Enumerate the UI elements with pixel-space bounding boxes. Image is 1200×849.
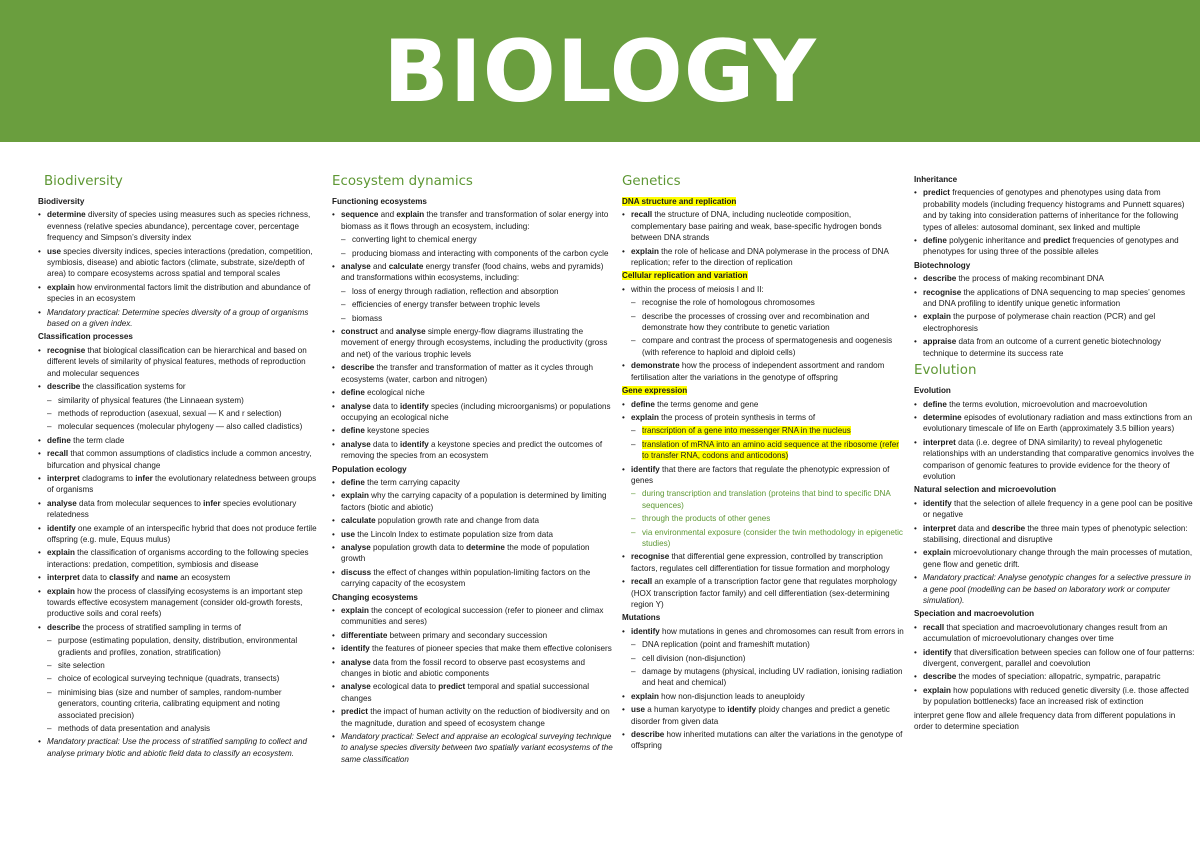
dash-marker: – [631, 489, 636, 499]
subsection-heading: Inheritance [914, 175, 958, 184]
list-item-text: identify how mutations in genes and chromosomes can result from errors in [631, 626, 904, 636]
bullet-marker: • [914, 287, 917, 297]
list-item-text: recall that common assumptions of cladistics include a common ancestry, bifurcation and physical change [47, 449, 312, 470]
bullet-marker: • [914, 188, 917, 198]
dash-marker: – [631, 640, 636, 650]
dash-marker: – [631, 311, 636, 321]
list-item-text: similarity of physical features (the Linnaean system) [58, 395, 244, 405]
subsection-heading: Biodiversity [38, 197, 85, 206]
sub-list-item [622, 653, 904, 664]
list-item-text: use species diversity indices, species interactions (predation, competition, symbiosis, disease) and abiotic factors (climate, substrate, size/depth of area) to compare ecosystems across spatial and temporal scales [47, 246, 313, 279]
list-item-text: define the term carrying capacity [341, 477, 460, 487]
sub-list-item [38, 687, 320, 721]
bullet-marker: • [332, 401, 335, 411]
list-item-text: within the process of meiosis I and II: [631, 284, 764, 294]
sub-list-item [622, 527, 904, 550]
list-item-text: site selection [58, 661, 105, 671]
sub-list-item [38, 723, 320, 734]
list-item [332, 630, 614, 641]
bullet-marker: • [914, 337, 917, 347]
list-item [622, 284, 904, 295]
bullet-marker: • [332, 262, 335, 272]
list-item-text: identify one example of an interspecific hybrid that does not produce fertile offspring (e.g. mule, Equus mulus) [47, 523, 317, 544]
list-item-text: explain the classification of organisms according to the following species interactions: predation, competition, symbiosis and disease [47, 548, 309, 569]
list-item-text: describe the modes of speciation: allopatric, sympatric, parapatric [923, 672, 1161, 682]
list-item [914, 622, 1196, 645]
bullet-marker: • [622, 399, 625, 409]
list-item [914, 710, 1196, 733]
list-item-text: analyse data to identify species (including microorganisms) or populations occupying an ecological niche [341, 401, 611, 422]
sub-list-item [332, 234, 614, 245]
list-item [332, 681, 614, 704]
bullet-marker: • [914, 672, 917, 682]
sub-list-item [622, 335, 904, 358]
bullet-marker: • [622, 552, 625, 562]
sub-list-item [622, 513, 904, 524]
list-item [914, 187, 1196, 233]
bullet-marker: • [622, 361, 625, 371]
list-item [914, 273, 1196, 284]
list-item [332, 401, 614, 424]
bullet-marker: • [332, 707, 335, 717]
list-item [622, 246, 904, 269]
list-item-text: define the term clade [47, 435, 125, 445]
list-item-text: recognise the applications of DNA sequencing to map species’ genomes and DNA profiling to identify unique genetic information [923, 287, 1186, 309]
bullet-marker: • [38, 523, 41, 533]
subsection-heading: Changing ecosystems [332, 592, 418, 602]
list-item [38, 381, 320, 392]
subsection-heading: Cellular replication and variation [622, 271, 748, 281]
list-item-text: efficiencies of energy transfer between trophic levels [352, 300, 540, 310]
list-item-text: methods of reproduction (asexual, sexual — K and r selection) [58, 408, 282, 418]
bullet-marker: • [38, 473, 41, 483]
bullet-marker: • [332, 426, 335, 436]
list-item-text: explain how environmental factors limit the distribution and abundance of species in an ecosystem [47, 282, 311, 304]
list-item-text: describe the process of making recombinant DNA [923, 274, 1104, 284]
list-item-text: producing biomass and interacting with components of the carbon cycle [352, 248, 609, 258]
list-item-text: Mandatory practical: Use the process of stratified sampling to collect and analyse primary biotic and abiotic field data to classify an ecosystem. [47, 737, 308, 758]
list-item-text: differentiate between primary and secondary succession [341, 630, 548, 640]
list-item [332, 706, 614, 729]
bullet-marker: • [622, 412, 625, 422]
bullet-marker: • [38, 622, 41, 632]
bullet-marker: • [914, 437, 917, 447]
list-item-text: sequence and explain the transfer and transformation of solar energy into biomass as it flows through an ecosystem, including: [341, 210, 609, 231]
list-item [914, 336, 1196, 359]
list-item-text: methods of data presentation and analysis [58, 724, 211, 734]
list-item-text: purpose (estimating population, density, distribution, environmental gradients and profiles, zonation, stratification) [58, 636, 298, 657]
dash-marker: – [341, 248, 346, 258]
subsection-heading: DNA structure and replication [622, 197, 737, 206]
dash-marker: – [631, 426, 636, 436]
subsection-heading: Speciation and macroevolution [914, 609, 1035, 619]
list-item-text: interpret data and describe the three main types of phenotypic selection: stabilising, directional and disruptive [923, 523, 1188, 544]
bullet-marker: • [38, 449, 41, 459]
list-item-text: compare and contrast the process of spermatogenesis and oogenesis (with reference to haploid and diploid cells) [642, 336, 893, 357]
list-item [622, 412, 904, 423]
list-item [914, 572, 1196, 606]
list-item [38, 246, 320, 280]
list-item [914, 498, 1196, 521]
list-item [622, 464, 904, 487]
list-item-text: DNA replication (point and frameshift mutation) [642, 640, 810, 650]
column-ecosystem-dynamics [332, 170, 614, 767]
list-item-text: use the Lincoln Index to estimate population size from data [341, 529, 554, 539]
bullet-marker: • [332, 644, 335, 654]
list-item-text: recognise the role of homologous chromosomes [642, 298, 815, 308]
list-item [38, 307, 320, 330]
dash-marker: – [341, 286, 346, 296]
dash-marker: – [47, 408, 52, 418]
column-biodiversity [38, 170, 320, 761]
list-item [38, 586, 320, 620]
list-item-text: loss of energy through radiation, reflection and absorption [352, 286, 559, 296]
list-item-text: predict the impact of human activity on the reduction of biodiversity and on the magnitude, duration and speed of ecosystem change [341, 707, 610, 728]
bullet-marker: • [622, 730, 625, 740]
dash-marker: – [47, 395, 52, 405]
dash-marker: – [341, 300, 346, 310]
list-item-text: appraise data from an outcome of a current genetic biotechnology technique to determine its success rate [923, 337, 1162, 358]
bullet-marker: • [332, 477, 335, 487]
list-item-text: recognise that differential gene expression, controlled by transcription factors, regulates cell differentiation for tissue formation and morphology [631, 552, 890, 573]
bullet-marker: • [914, 236, 917, 246]
sub-list-item [332, 313, 614, 324]
bullet-marker: • [38, 498, 41, 508]
list-item-text: identify that the selection of allele frequency in a gene pool can be positive or negative [923, 498, 1193, 520]
list-item [914, 671, 1196, 682]
list-item [332, 515, 614, 526]
list-item-text: via environmental exposure (consider the twin methodology in epigenetic studies) [642, 527, 903, 548]
sub-list-item [38, 421, 320, 432]
list-item [622, 626, 904, 637]
bullet-marker: • [332, 363, 335, 373]
bullet-marker: • [332, 732, 335, 742]
column-inheritance-evolution [914, 172, 1196, 734]
sub-list-item [38, 673, 320, 684]
list-item-text: during transcription and translation (proteins that bind to specific DNA sequences) [642, 489, 891, 510]
list-item-text: identify that there are factors that regulate the phenotypic expression of genes [631, 464, 890, 485]
subsection-heading: Classification processes [38, 332, 133, 342]
list-item [332, 209, 614, 232]
bullet-marker: • [914, 685, 917, 695]
bullet-marker: • [622, 626, 625, 636]
list-item-text: explain how the process of classifying ecosystems is an important step towards effective ecosystem management (consider old-growth forests, productive soils and coral reefs) [47, 586, 303, 619]
list-item [622, 704, 904, 727]
bullet-marker: • [332, 516, 335, 526]
bullet-marker: • [622, 577, 625, 587]
list-item [914, 412, 1196, 435]
dash-marker: – [341, 235, 346, 245]
list-item-text: analyse ecological data to predict temporal and spatial successional changes [341, 682, 589, 703]
section-heading: Ecosystem dynamics [332, 174, 473, 189]
list-item-text: through the products of other genes [642, 514, 771, 524]
list-item-text: discuss the effect of changes within population-limiting factors on the carrying capacity of the ecosystem [341, 567, 591, 589]
sub-list-item [622, 488, 904, 511]
dash-marker: – [47, 422, 52, 432]
bullet-marker: • [332, 542, 335, 552]
subsection-heading: Functioning ecosystems [332, 197, 427, 206]
subsection-heading: Population ecology [332, 464, 407, 474]
list-item-text: biomass [352, 313, 383, 323]
list-item-text: molecular sequences (molecular phylogeny — also called cladistics) [58, 422, 303, 432]
list-item-text: define the terms genome and gene [631, 399, 759, 409]
list-item [332, 387, 614, 398]
dash-marker: – [631, 336, 636, 346]
list-item-text: define the terms evolution, microevolution and macroevolution [923, 399, 1148, 409]
bullet-marker: • [914, 523, 917, 533]
bullet-marker: • [914, 647, 917, 657]
list-item-text: explain why the carrying capacity of a population is determined by limiting factors (biotic and abiotic) [341, 491, 607, 512]
bullet-marker: • [914, 312, 917, 322]
bullet-marker: • [332, 567, 335, 577]
list-item-text: determine episodes of evolutionary radiation and mass extinctions from an evolutionary timescale of life on Earth (approximately 3.5 billion years) [923, 412, 1193, 434]
list-item [622, 691, 904, 702]
bullet-marker: • [332, 606, 335, 615]
list-item-text: Mandatory practical: Select and appraise an ecological surveying technique to analyse species diversity between two spatially variant ecosystems of the same classification [341, 732, 613, 764]
list-item-text: describe the process of stratified sampling in terms of [47, 622, 241, 632]
list-item [332, 439, 614, 462]
list-item [332, 490, 614, 513]
list-item [38, 345, 320, 379]
sub-list-item [622, 666, 904, 689]
bullet-marker: • [332, 388, 335, 398]
list-item-text: demonstrate how the process of independent assortment and random fertilisation alter the variations in the genotype of offspring [631, 361, 885, 382]
list-item-text: define polygenic inheritance and predict frequencies of genotypes and phenotypes for using three of the possible alleles [923, 236, 1179, 257]
list-item-text: damage by mutagens (physical, including UV radiation, ionising radiation and heat and chemical) [642, 667, 903, 688]
sub-list-item [38, 660, 320, 671]
bullet-marker: • [914, 548, 917, 558]
bullet-marker: • [38, 435, 41, 445]
list-item-text: define ecological niche [341, 388, 425, 398]
list-item [332, 529, 614, 540]
bullet-marker: • [332, 630, 335, 640]
list-item-text: recognise that biological classification can be hierarchical and based on different levels of similarity of physical features, methods of reproduction and molecular sequences [47, 345, 307, 378]
list-item [914, 437, 1196, 483]
sub-list-item [622, 439, 904, 462]
list-item [622, 729, 904, 752]
list-item [914, 235, 1196, 258]
bullet-marker: • [914, 622, 917, 632]
sub-list-item [332, 248, 614, 259]
list-item [914, 523, 1196, 546]
bullet-marker: • [38, 345, 41, 355]
bullet-marker: • [38, 548, 41, 558]
list-item-text: define keystone species [341, 426, 430, 436]
section-heading: Evolution [914, 363, 977, 379]
list-item [332, 731, 614, 765]
bullet-marker: • [38, 307, 41, 317]
bullet-marker: • [622, 284, 625, 294]
list-item [38, 435, 320, 446]
list-item-text: analyse and calculate energy transfer (food chains, webs and pyramids) and transformations within ecosystems, including: [341, 262, 604, 283]
list-item-text: translation of mRNA into an amino acid sequence at the ribosome (refer to transfer RNA, codons and anticodons) [642, 439, 899, 461]
list-item [38, 282, 320, 305]
list-item-text: explain microevolutionary change through the main processes of mutation, gene flow and genetic drift. [923, 548, 1193, 569]
list-item [622, 576, 904, 610]
subsection-heading: Evolution [914, 386, 951, 396]
list-item [332, 425, 614, 436]
dash-marker: – [631, 653, 636, 663]
list-item [332, 643, 614, 654]
column-genetics [622, 170, 904, 754]
bullet-marker: • [332, 491, 335, 501]
list-item [332, 605, 614, 628]
dash-marker: – [47, 687, 52, 697]
bullet-marker: • [332, 657, 335, 667]
bullet-marker: • [622, 246, 625, 256]
list-item-text: use a human karyotype to identify ploidy changes and predict a genetic disorder from given data [631, 705, 890, 726]
list-item-text: recall that speciation and macroevolutionary changes result from an accumulation of microevolutionary changes over time [923, 622, 1168, 644]
bullet-marker: • [332, 210, 335, 220]
sub-list-item [622, 425, 904, 436]
bullet-marker: • [914, 573, 917, 583]
list-item-text: explain how populations with reduced genetic diversity (i.e. those affected by population bottlenecks) face an increased risk of extinction [923, 685, 1189, 707]
sub-list-item [38, 395, 320, 406]
list-item-text: analyse data from molecular sequences to infer species evolutionary relatedness [47, 498, 297, 520]
list-item-text: describe how inherited mutations can alter the variations in the genotype of offspring [631, 730, 903, 751]
bullet-marker: • [914, 399, 917, 409]
list-item-text: explain the process of protein synthesis in terms of [631, 412, 816, 422]
list-item [332, 261, 614, 284]
dash-marker: – [631, 514, 636, 524]
bullet-marker: • [914, 274, 917, 284]
bullet-marker: • [38, 586, 41, 596]
list-item-text: transcription of a gene into messenger RNA in the nucleus [642, 426, 851, 436]
list-item-text: explain how non-disjunction leads to aneuploidy [631, 691, 805, 701]
list-item-text: determine diversity of species using measures such as species richness, evenness (relative species abundance), percentage cover, percentage frequency and Simpson’s diversity index [47, 210, 311, 243]
list-item-text: calculate population growth rate and change from data [341, 516, 540, 526]
subsection-heading: Biotechnology [914, 260, 971, 270]
bullet-marker: • [38, 282, 41, 292]
list-item [914, 311, 1196, 334]
bullet-marker: • [622, 705, 625, 715]
list-item-text: describe the processes of crossing over and recombination and demonstrate how they contribute to genetic variation [642, 311, 870, 333]
bullet-marker: • [914, 412, 917, 422]
sub-list-item [622, 639, 904, 650]
list-item [38, 473, 320, 496]
list-item [914, 547, 1196, 570]
list-item [914, 287, 1196, 310]
bullet-marker: • [622, 691, 625, 701]
bullet-marker: • [332, 327, 335, 337]
list-item [622, 360, 904, 383]
subsection-heading: Natural selection and microevolution [914, 485, 1057, 495]
dash-marker: – [341, 313, 346, 323]
list-item-text: describe the transfer and transformation of matter as it cycles through ecosystems (water, carbon and nitrogen) [341, 363, 594, 384]
dash-marker: – [631, 439, 636, 449]
bullet-marker: • [914, 498, 917, 508]
sub-list-item [622, 297, 904, 308]
list-item-text: identify that diversification between species can follow one of four patterns: divergent, convergent, parallel and coevolution [923, 647, 1195, 669]
list-item [332, 542, 614, 565]
list-item-text: interpret data to classify and name an ecosystem [47, 573, 231, 583]
list-item [332, 657, 614, 680]
bullet-marker: • [38, 246, 41, 256]
list-item [332, 326, 614, 360]
list-item-text: interpret data (i.e. degree of DNA similarity) to reveal phylogenetic relationships with an understanding that comparative genomics involves the comparison of genomic features to provide evidence for the theory of evolution [923, 437, 1194, 481]
bullet-marker: • [38, 573, 41, 583]
sub-list-item [38, 635, 320, 658]
bullet-marker: • [622, 210, 625, 220]
list-item [38, 523, 320, 546]
list-item [38, 498, 320, 521]
list-item [914, 647, 1196, 670]
list-item-text: cell division (non-disjunction) [642, 653, 746, 663]
bullet-marker: • [332, 529, 335, 539]
list-item-text: explain the purpose of polymerase chain reaction (PCR) and gel electrophoresis [923, 312, 1156, 333]
sub-list-item [622, 311, 904, 334]
section-heading: Genetics [622, 174, 681, 189]
list-item-text: interpret cladograms to infer the evolutionary relatedness between groups of organisms [47, 473, 317, 495]
section-heading: Biodiversity [44, 174, 123, 189]
list-item-text: recall an example of a transcription factor gene that regulates morphology (HOX transcription factor family) and cell differentiation (sex-determining region Y) [631, 577, 898, 609]
list-item-text: explain the concept of ecological succession (refer to pioneer and climax communities and seres) [341, 606, 604, 627]
list-item-text: Mandatory practical: Determine species diversity of a group of organisms based on a given index. [47, 307, 309, 329]
sub-list-item [332, 286, 614, 297]
bullet-marker: • [332, 439, 335, 449]
title-banner [0, 0, 1200, 142]
list-item [914, 399, 1196, 410]
dash-marker: – [631, 667, 636, 677]
list-item [622, 399, 904, 410]
list-item-text: identify the features of pioneer species that make them effective colonisers [341, 644, 612, 654]
list-item-text: explain the role of helicase and DNA polymerase in the process of DNA replication; refer to the direction of replication [631, 246, 889, 268]
bullet-marker: • [38, 382, 41, 392]
list-item-text: choice of ecological surveying technique (quadrats, transects) [58, 674, 280, 684]
list-item [38, 622, 320, 633]
list-item [332, 477, 614, 488]
list-item [914, 685, 1196, 708]
list-item-text: construct and analyse simple energy-flow diagrams illustrating the movement of energy through ecosystems, including the productivity (gross and net) of the various trophic levels [341, 327, 608, 359]
dash-marker: – [47, 636, 52, 646]
dash-marker: – [47, 674, 52, 684]
bullet-marker: • [622, 464, 625, 474]
list-item-text: describe the classification systems for [47, 382, 186, 392]
bullet-marker: • [332, 682, 335, 692]
list-item-text: minimising bias (size and number of samples, random-number generators, counting criteria, calibrating equipment and noting associated precision) [58, 687, 282, 720]
dash-marker: – [47, 724, 52, 734]
subsection-heading: Gene expression [622, 386, 688, 396]
sub-list-item [38, 408, 320, 419]
list-item-text: analyse population growth data to determine the mode of population growth [341, 542, 590, 564]
list-item [38, 448, 320, 471]
list-item [332, 362, 614, 385]
list-item [622, 551, 904, 574]
list-item [38, 547, 320, 570]
subsection-heading: Mutations [622, 613, 661, 623]
list-item-text: Mandatory practical: Analyse genotypic changes for a selective pressure in a gene pool (modelling can be based on laboratory work or computer simulation). [923, 573, 1191, 605]
list-item-text: analyse data from the fossil record to observe past ecosystems and changes in biotic and abiotic components [341, 657, 585, 679]
bullet-marker: • [38, 210, 41, 220]
list-item-text: converting light to chemical energy [352, 235, 477, 245]
list-item-text: analyse data to identify a keystone species and predict the outcomes of removing the species from an ecosystem [341, 439, 603, 461]
list-item [332, 567, 614, 590]
list-item-text: recall the structure of DNA, including nucleotide composition, complementary base pairing and weak, base-specific hydrogen bonds between DNA strands [631, 210, 882, 243]
list-item-text: interpret gene flow and allele frequency data from different populations in order to determine speciation [914, 710, 1176, 732]
list-item [38, 572, 320, 583]
dash-marker: – [47, 661, 52, 671]
sub-list-item [332, 299, 614, 310]
bullet-marker: • [38, 737, 41, 747]
dash-marker: – [631, 298, 636, 308]
list-item [622, 209, 904, 243]
list-item-text: predict frequencies of genotypes and phenotypes using data from probability models (including frequency histograms and Punnett squares) and by taking into consideration patterns of inheritance for the following types of alleles: autosomal dominant, sex linked and multiple [923, 188, 1185, 232]
dash-marker: – [631, 527, 636, 537]
page-title: BIOLOGY [383, 22, 817, 122]
list-item [38, 209, 320, 243]
list-item [38, 736, 320, 759]
